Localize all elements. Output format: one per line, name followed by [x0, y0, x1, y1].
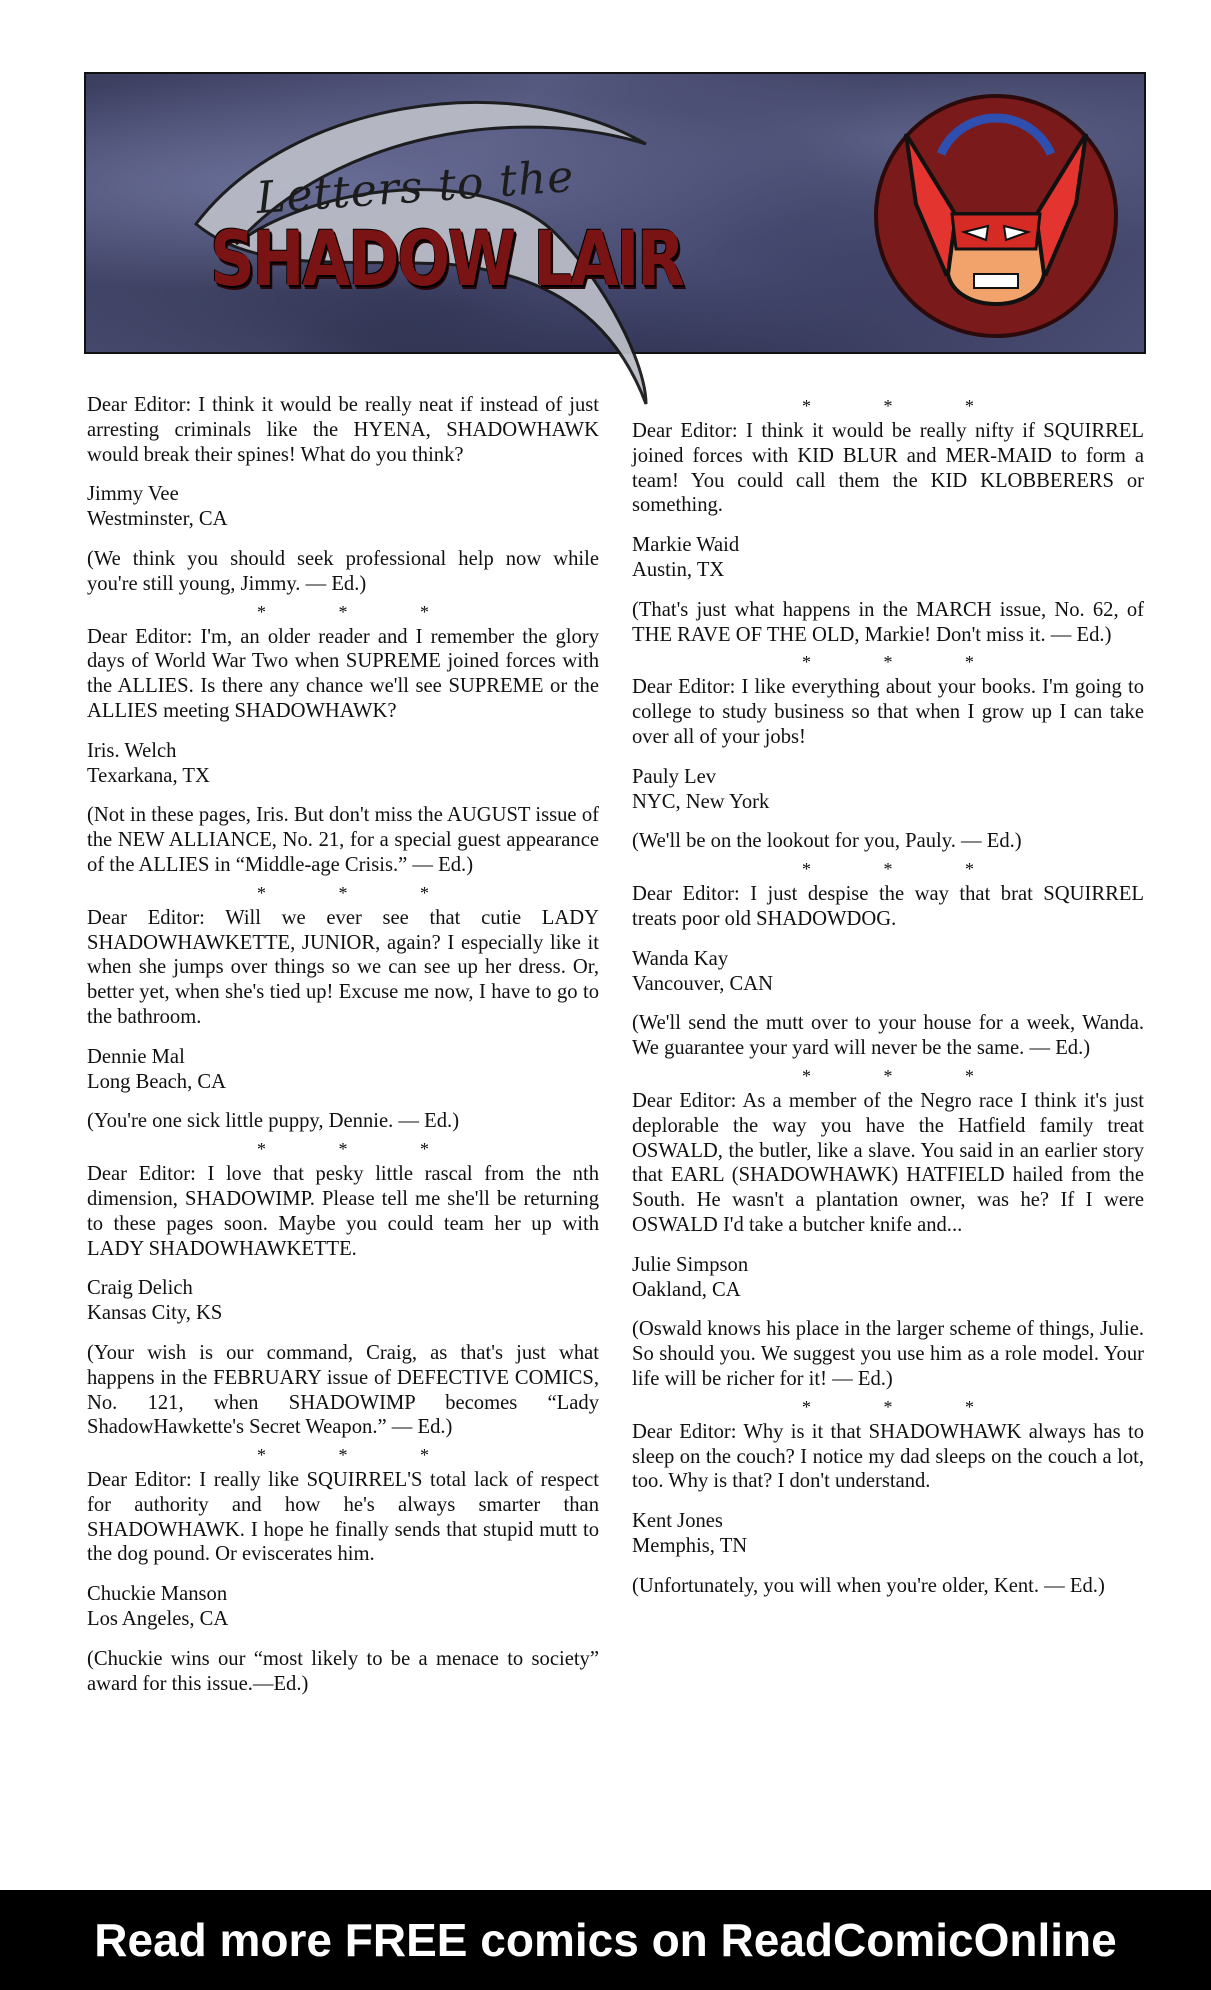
letter-author: Craig Delich	[87, 1277, 193, 1300]
letter-location: Los Angeles, CA	[87, 1608, 229, 1631]
editor-reply: (Oswald knows his place in the larger scheme of things, Julie. So should you. We suggest you use him as a role model. Your life will be richer for it! — Ed.)	[632, 1318, 1144, 1390]
separator-stars: * * *	[257, 1139, 463, 1160]
banner-title-script: Letters to the	[254, 150, 576, 225]
editor-reply: (You're one sick little puppy, Dennie. — Ed.)	[87, 1110, 460, 1133]
separator-stars: * * *	[257, 882, 463, 903]
letter-location: Memphis, TN	[632, 1534, 748, 1557]
letter-signature	[87, 739, 599, 789]
letter-author: Markie Waid	[632, 534, 740, 557]
letter-location: Vancouver, CAN	[632, 972, 774, 995]
editor-reply: (We'll be on the lookout for you, Pauly. — Ed.)	[632, 830, 1022, 853]
letter-body: Dear Editor: I think it would be really nifty if SQUIRREL joined forces with KID BLUR and MER-MAID to form a team! You could call them the KID KLOBBERERS or something.	[632, 420, 1144, 517]
editor-reply: (Your wish is our command, Craig, as that's just what happens in the FEBRUARY issue of DEFECTIVE COMICS, No. 121, when SHADOWIMP becomes “Lady ShadowHawkette's Secret Weapon.” — Ed.)	[87, 1341, 599, 1439]
editor-reply: (That's just what happens in the MARCH issue, No. 62, of THE RAVE OF THE OLD, Markie! Don't miss it. — Ed.)	[632, 598, 1144, 646]
header-banner	[84, 72, 1146, 354]
letter-location: Oakland, CA	[632, 1278, 741, 1301]
letter-signature	[87, 482, 599, 532]
mask-teeth	[974, 274, 1018, 288]
editor-reply: (Unfortunately, you will when you're older, Kent. — Ed.)	[632, 1574, 1105, 1597]
left-column	[87, 393, 599, 1711]
letter-author: Julie Simpson	[632, 1253, 749, 1276]
letter-body: Dear Editor: Will we ever see that cutie LADY SHADOWHAWKETTE, JUNIOR, again? I especially like it when she jumps over things so we can see up her dress. Or, better yet, when she's tied up! Excuse me now, I have to go to the bathroom.	[87, 906, 599, 1028]
separator-stars: * * *	[257, 1445, 463, 1466]
letter-author: Jimmy Vee	[87, 483, 179, 506]
separator-stars: * * *	[802, 859, 1008, 880]
letter-signature	[87, 1582, 599, 1632]
letter-location: Kansas City, KS	[87, 1302, 223, 1325]
letter-location: Austin, TX	[632, 558, 725, 581]
letter-author: Wanda Kay	[632, 947, 729, 970]
letter-body: Dear Editor: I like everything about your books. I'm going to college to study business so that when I grow up I can take over all of your jobs!	[632, 676, 1144, 748]
banner-title-block: SHADOW LAIR	[210, 214, 683, 303]
separator-stars: * * *	[257, 601, 463, 622]
letter-body: Dear Editor: I'm, an older reader and I remember the glory days of World War Two when SUPREME joined forces with the ALLIES. Is there any chance we'll see SUPREME or the ALLIES meeting SHADOWHAWK?	[87, 625, 599, 722]
letter-location: NYC, New York	[632, 790, 770, 813]
separator-stars: * * *	[802, 652, 1008, 673]
separator-stars: * * *	[802, 1065, 1008, 1086]
letter-author: Kent Jones	[632, 1510, 723, 1533]
letter-body: Dear Editor: As a member of the Negro race I think it's just deplorable the way you have the Hatfield family treat OSWALD, the butler, like a slave. You said in an earlier story that EARL (SHADOWHAWK) HATFIELD hailed from the South. He wasn't a plantation owner, was he? If I were OSWALD I'd take a butcher knife and...	[632, 1089, 1144, 1236]
right-column	[632, 393, 1144, 1613]
letter-signature	[87, 1276, 599, 1326]
editor-reply: (Not in these pages, Iris. But don't miss the AUGUST issue of the NEW ALLIANCE, No. 21, for a special guest appearance of the ALLIES in “Middle-age Crisis.” — Ed.)	[87, 804, 599, 876]
letter-body: Dear Editor: I really like SQUIRREL'S total lack of respect for authority and how he's always smarter than SHADOWHAWK. I hope he finally sends that stupid mutt to the dog pound. Or eviscerates him.	[87, 1469, 599, 1566]
footer-banner[interactable]	[0, 1890, 1211, 1990]
letter-signature	[632, 765, 1144, 815]
letter-location: Westminster, CA	[87, 508, 228, 531]
letter-author: Dennie Mal	[87, 1045, 185, 1068]
letter-location: Long Beach, CA	[87, 1070, 226, 1093]
letter-signature	[632, 1509, 1144, 1559]
letter-body: Dear Editor: I love that pesky little rascal from the nth dimension, SHADOWIMP. Please tell me she'll be returning to these pages soon. Maybe you could team her up with LADY SHADOWHAWKETTE.	[87, 1163, 599, 1260]
letter-body: Dear Editor: Why is it that SHADOWHAWK always has to sleep on the couch? I notice my dad sleeps on the couch a lot, too. Why is that? I don't understand.	[632, 1420, 1144, 1493]
footer-link-text[interactable]: Read more FREE comics on ReadComicOnline	[94, 1914, 1117, 1966]
editor-reply: (We'll send the mutt over to your house for a week, Wanda. We guarantee your yard will never be the same. — Ed.)	[632, 1012, 1144, 1060]
editor-reply: (Chuckie wins our “most likely to be a menace to society” award for this issue.—Ed.)	[87, 1647, 599, 1695]
separator-stars: * * *	[802, 396, 1008, 416]
letter-author: Chuckie Manson	[87, 1583, 228, 1606]
letter-signature	[632, 947, 1144, 997]
letter-body: Dear Editor: I just despise the way that brat SQUIRREL treats poor old SHADOWDOG.	[632, 883, 1144, 930]
editor-reply: (We think you should seek professional help now while you're still young, Jimmy. — Ed.)	[87, 547, 599, 595]
letter-signature	[632, 1253, 1144, 1303]
letter-author: Iris. Welch	[87, 739, 177, 762]
separator-stars: * * *	[802, 1396, 1008, 1417]
letter-location: Texarkana, TX	[87, 764, 210, 787]
letter-signature	[632, 533, 1144, 583]
letter-author: Pauly Lev	[632, 765, 717, 788]
letter-signature	[87, 1045, 599, 1095]
letter-body: Dear Editor: I think it would be really neat if instead of just arresting criminals like the HYENA, SHADOWHAWK would break their spines! What do you think?	[87, 394, 599, 466]
